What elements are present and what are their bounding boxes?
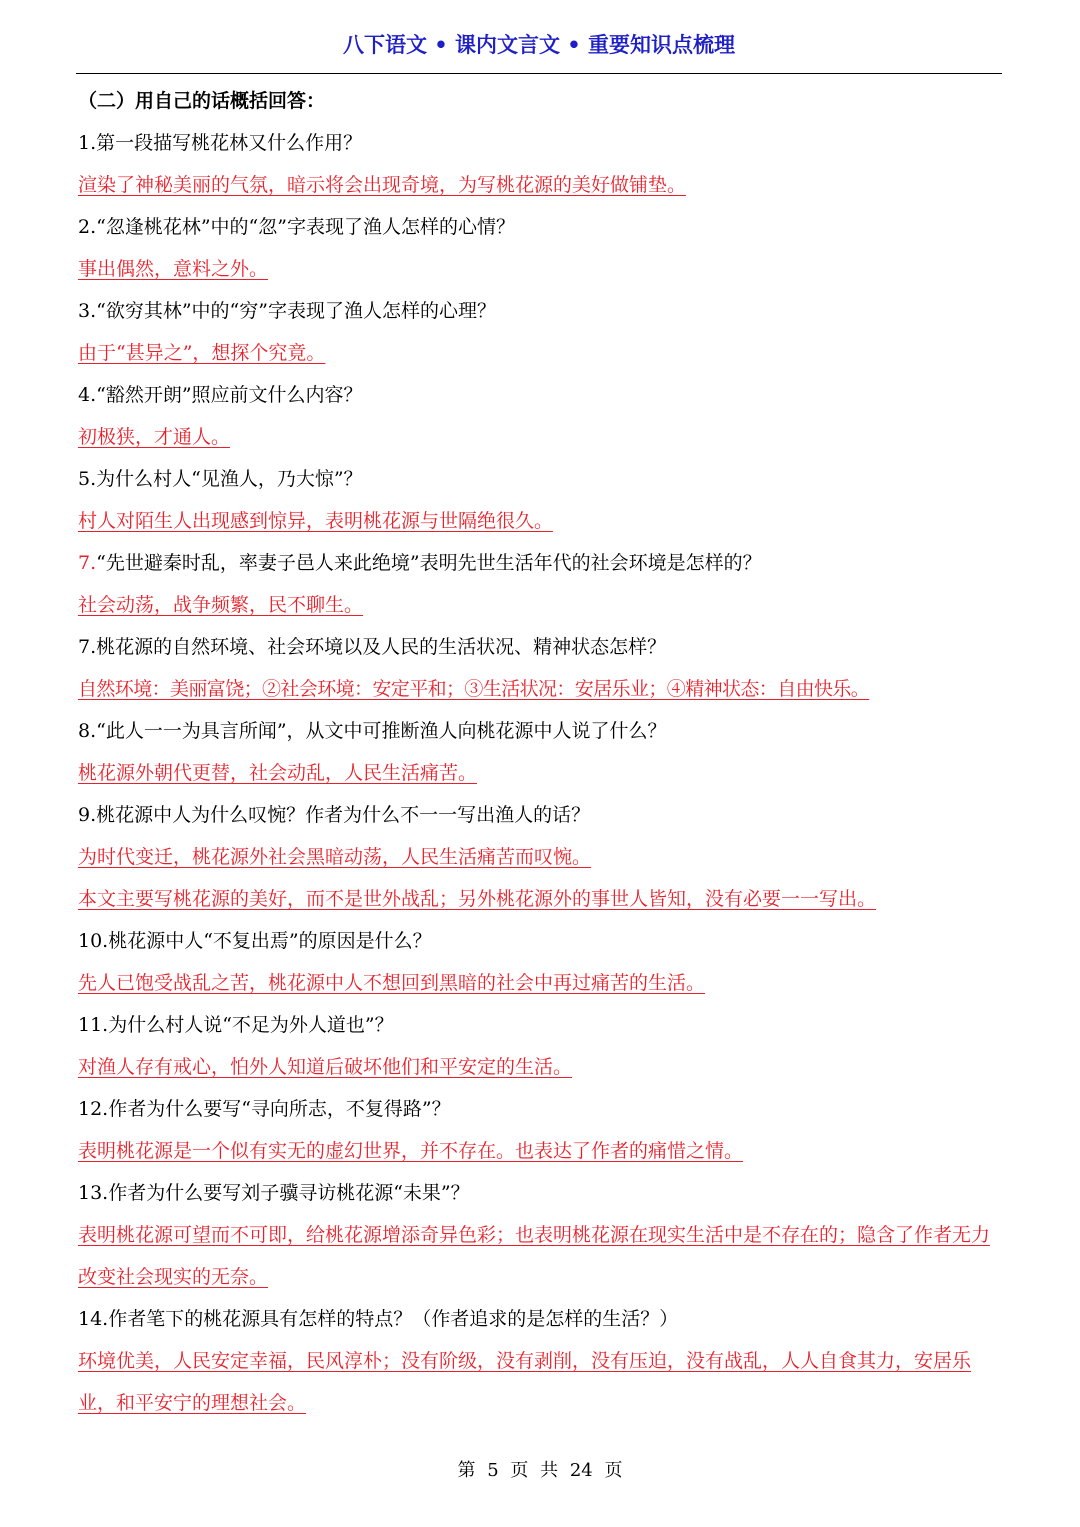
question-8: 8.“此人一一为具言所闻”，从文中可推断渔人向桃花源中人说了什么？ bbox=[78, 720, 667, 742]
answer-6: 社会动荡，战争频繁，民不聊生。 bbox=[78, 594, 364, 616]
answer-9-part-2: 本文主要写桃花源的美好，而不是世外战乱；另外桃花源外的事世人皆知，没有必要一一写出。 bbox=[78, 888, 877, 910]
document-header-title: 八下语文 • 课内文言文 • 重要知识点梳理 bbox=[342, 33, 736, 57]
answer-1: 渲染了神秘美丽的气氛，暗示将会出现奇境，为写桃花源的美好做铺垫。 bbox=[78, 174, 687, 196]
question-11: 11.为什么村人说“不足为外人道也”？ bbox=[78, 1014, 394, 1036]
question-13: 13.作者为什么要写刘子骥寻访桃花源“未果”？ bbox=[78, 1182, 470, 1204]
answer-13: 表明桃花源可望而不可即，给桃花源增添奇异色彩；也表明桃花源在现实生活中是不存在的；隐含了作者无力改变社会现实的无奈。 bbox=[78, 1224, 991, 1288]
question-6 bbox=[78, 542, 1002, 584]
answer-14: 环境优美，人民安定幸福，民风淳朴；没有阶级，没有剥削，没有压迫，没有战乱，人人自食其力，安居乐业，和平安宁的理想社会。 bbox=[78, 1350, 972, 1414]
answer-4: 初极狭，才通人。 bbox=[78, 426, 231, 448]
question-1: 1.第一段描写桃花林又什么作用？ bbox=[78, 132, 363, 154]
question-2: 2.“忽逢桃花林”中的“忽”字表现了渔人怎样的心情？ bbox=[78, 216, 515, 238]
answer-10: 先人已饱受战乱之苦，桃花源中人不想回到黑暗的社会中再过痛苦的生活。 bbox=[78, 972, 706, 994]
question-12: 12.作者为什么要写“寻向所志，不复得路”？ bbox=[78, 1098, 451, 1120]
question-7: 7.桃花源的自然环境、社会环境以及人民的生活状况、精神状态怎样？ bbox=[78, 636, 667, 658]
answer-7: 自然环境：美丽富饶；②社会环境：安定平和；③生活状况：安居乐业；④精神状态：自由快乐。 bbox=[78, 678, 870, 700]
question-3: 3.“欲穷其林”中的“穷”字表现了渔人怎样的心理？ bbox=[78, 300, 496, 322]
header-divider bbox=[76, 73, 1002, 74]
answer-12: 表明桃花源是一个似有实无的虚幻世界，并不存在。也表达了作者的痛惜之情。 bbox=[78, 1140, 744, 1162]
answer-11: 对渔人存有戒心，怕外人知道后破坏他们和平安定的生活。 bbox=[78, 1056, 573, 1078]
page-number-footer: 第 5 页 共 24 页 bbox=[457, 1460, 623, 1481]
section-heading: （二）用自己的话概括回答： bbox=[78, 90, 326, 112]
answer-9-part-1: 为时代变迁，桃花源外社会黑暗动荡，人民生活痛苦而叹惋。 bbox=[78, 846, 592, 868]
question-5: 5.为什么村人“见渔人，乃大惊”？ bbox=[78, 468, 363, 490]
question-4: 4.“豁然开朗”照应前文什么内容？ bbox=[78, 384, 363, 406]
question-6-number: 7. bbox=[78, 552, 97, 574]
question-10: 10.桃花源中人“不复出焉”的原因是什么？ bbox=[78, 930, 432, 952]
document-body bbox=[78, 80, 1002, 1424]
question-9: 9.桃花源中人为什么叹惋？作者为什么不一一写出渔人的话？ bbox=[78, 804, 591, 826]
answer-5: 村人对陌生人出现感到惊异，表明桃花源与世隔绝很久。 bbox=[78, 510, 554, 532]
answer-3: 由于“甚异之”，想探个究竟。 bbox=[78, 342, 326, 364]
answer-2: 事出偶然，意料之外。 bbox=[78, 258, 269, 280]
answer-8: 桃花源外朝代更替，社会动乱，人民生活痛苦。 bbox=[78, 762, 478, 784]
question-6-text: “先世避秦时乱，率妻子邑人来此绝境”表明先世生活年代的社会环境是怎样的？ bbox=[96, 552, 762, 574]
question-14: 14.作者笔下的桃花源具有怎样的特点？（作者追求的是怎样的生活？） bbox=[78, 1308, 679, 1330]
